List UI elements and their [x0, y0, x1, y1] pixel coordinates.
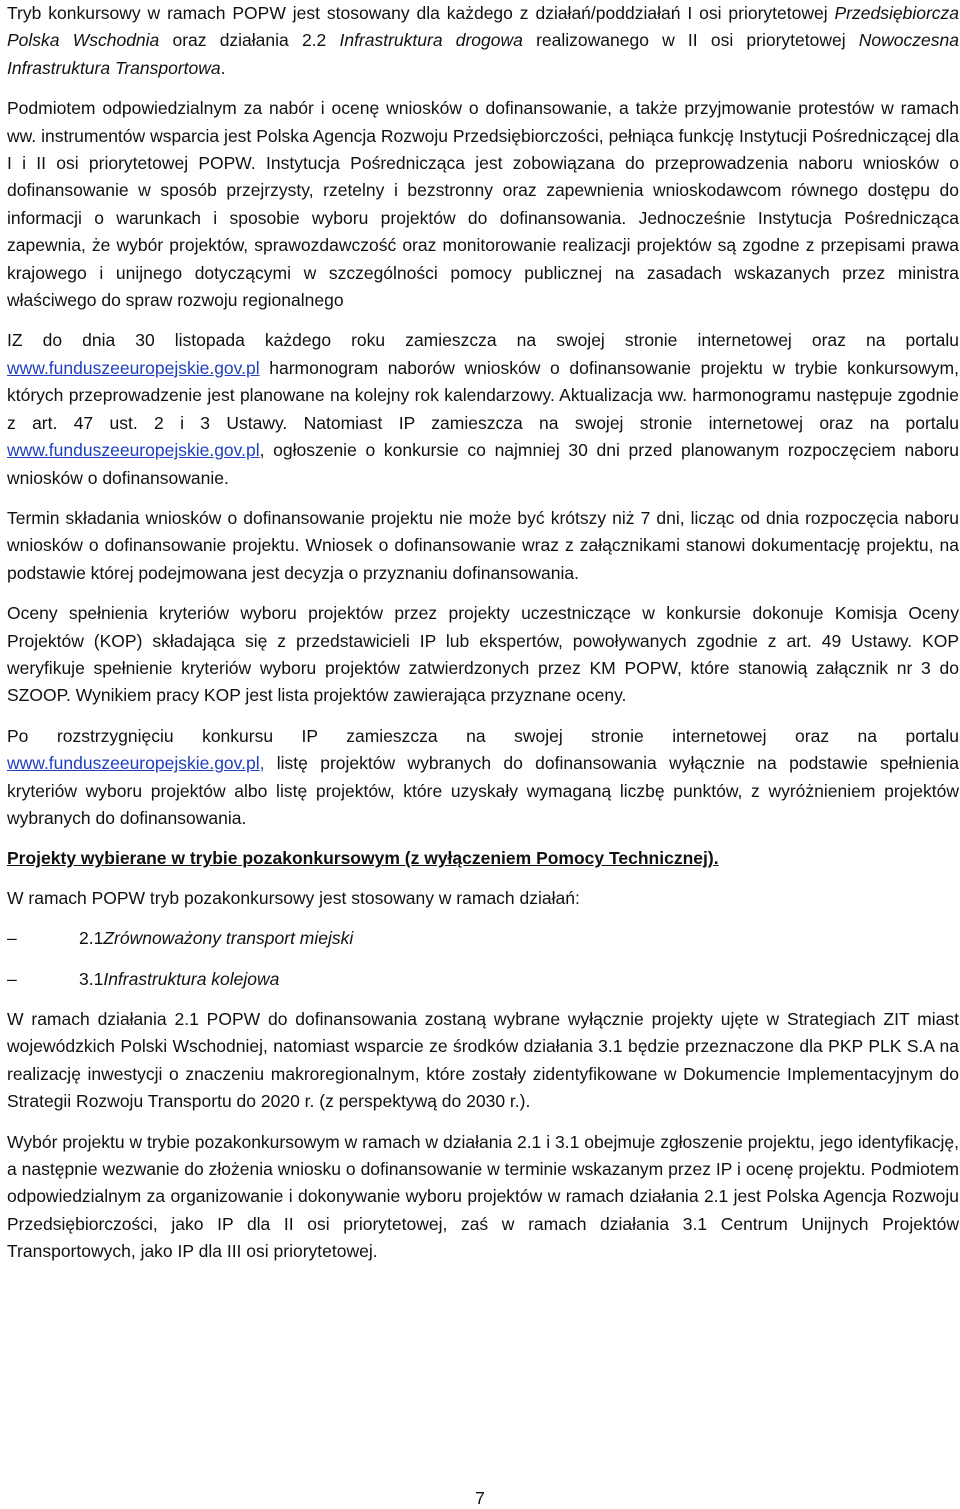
paragraph-pozakonkursowy-intro: W ramach POPW tryb pozakonkursowy jest stosowany w ramach działań: [7, 887, 580, 908]
dash-bullet-icon [7, 966, 79, 993]
text-span: harmonogram naborów wniosków o dofinansowanie projektu w trybie konkursowym, których przeprowadzenie jest planowane na kolejny rok kalendarzowy. Aktualizacja ww. harmonogramu następuje zgodnie z art. 47 ust. 2 i 3 Ustawy. Natomiast IP zamieszcza na swojej stronie internetowej oraz na portalu [7, 357, 959, 433]
text-span: listę projektów wybranych do dofinansowania wyłącznie na podstawie spełnienia kryteriów wyboru projektów albo listę projektów, które uzyskały wymaganą liczbę punktów, z wyróżnieniem projektów wybranych do dofinansowania. [7, 753, 959, 828]
section-heading: Projekty wybierane w trybie pozakonkursowym (z wyłączeniem Pomocy Technicznej). [7, 848, 719, 869]
paragraph-harmonogram [7, 327, 959, 491]
list-item [7, 966, 959, 993]
paragraph-konkursowy [7, 0, 959, 82]
text-span: Po rozstrzygnięciu konkursu IP zamieszcza na swojej stronie internetowej oraz na portalu [7, 725, 959, 746]
list-item-number: 3.1 [79, 968, 104, 989]
text-span: Tryb konkursowy w ramach POPW jest stosowany dla każdego z działań/poddziałań I osi priorytetowej [7, 3, 835, 23]
paragraph-podmiot: Podmiotem odpowiedzialnym za nabór i ocenę wniosków o dofinansowanie, a także przyjmowanie protestów w ramach ww. instrumentów wsparcia jest Polska Agencja Rozwoju Przedsiębiorczości, pełniąca funkcję Instytucji Pośredniczącej dla I i II osi priorytetowej POPW. Instytucja Pośrednicząca jest zobowiązana do przeprowadzenia naboru wniosków o dofinansowanie w sposób przejrzysty, rzetelny i bezstronny oraz zapewnienia wnioskodawcom równego dostępu do informacji o warunkach i sposobie wyboru projektów do dofinansowania. Jednocześnie Instytucja Pośrednicząca zapewnia, że wybór projektów, sprawozdawczość oraz monitorowanie realizacji projektów są zgodne z przepisami prawa krajowego i unijnego dotyczącymi w szczególności pomocy publicznej na zasadach wskazanych przez ministra właściwego do spraw rozwoju regionalnego [7, 98, 959, 311]
text-italic: Nowoczesna Infrastruktura Transportowa [7, 30, 959, 78]
text-span: . [220, 57, 226, 78]
list-item-name: Infrastruktura kolejowa [103, 968, 280, 989]
list-item-name: Zrównoważony transport miejski [103, 928, 354, 949]
dash-list [7, 925, 959, 993]
dash-bullet-icon [7, 925, 79, 952]
list-item [7, 925, 959, 952]
text-span: , ogłoszenie o konkursie co najmniej 30 dni przed planowanym rozpoczęciem naboru wniosków o dofinansowanie. [7, 440, 959, 488]
text-span: oraz działania 2.2 [159, 30, 340, 51]
portal-link[interactable]: www.funduszeeuropejskie.gov.pl, [7, 753, 265, 774]
paragraph-wybor-projektu: Wybór projektu w trybie pozakonkursowym w ramach w działania 2.1 i 3.1 obejmuje zgłoszenie projektu, jego identyfikację, a następnie wezwanie do złożenia wniosku o dofinansowanie w terminie wskazanym przez IP i ocenę projektu. Podmiotem odpowiedzialnym za organizowanie i dokonywanie wyboru projektów w ramach działania 2.1 jest Polska Agencja Rozwoju Przedsiębiorczości, jako IP dla II osi priorytetowej, zaś w ramach działania 3.1 Centrum Unijnych Projektów Transportowych, jako IP dla III osi priorytetowej. [7, 1131, 959, 1262]
text-span: IZ do dnia 30 listopada każdego roku zamieszcza na swojej stronie internetowej oraz na portalu [7, 330, 959, 351]
list-item-number: 2.1 [79, 928, 104, 949]
portal-link[interactable]: www.funduszeeuropejskie.gov.pl [7, 357, 260, 378]
portal-link[interactable]: www.funduszeeuropejskie.gov.pl [7, 440, 260, 461]
document-page [7, 0, 959, 1279]
text-italic: Przedsiębiorcza Polska Wschodnia [7, 3, 959, 51]
paragraph-rozstrzygniecie [7, 723, 959, 833]
paragraph-dzialanie-21: W ramach działania 2.1 POPW do dofinansowania zostaną wybrane wyłącznie projekty ujęte w Strategiach ZIT miast wojewódzkich Polski Wschodniej, natomiast wsparcie ze środków działania 3.1 będzie przeznaczone dla PKP PLK S.A na realizację inwestycji o znaczeniu makroregionalnym, które zostały zidentyfikowane w Dokumencie Implementacyjnym do Strategii Rozwoju Transportu do 2020 r. (z perspektywą do 2030 r.). [7, 1009, 959, 1112]
paragraph-oceny: Oceny spełnienia kryteriów wyboru projektów przez projekty uczestniczące w konkursie dokonuje Komisja Oceny Projektów (KOP) składająca się z przedstawicieli IP lub ekspertów, powoływanych zgodnie z art. 49 Ustawy. KOP weryfikuje spełnienie kryteriów wyboru projektów zatwierdzonych przez KM POPW, które stanowią załącznik nr 3 do SZOOP. Wynikiem pracy KOP jest lista projektów zawierająca przyznane oceny. [7, 603, 959, 706]
paragraph-termin: Termin składania wniosków o dofinansowanie projektu nie może być krótszy niż 7 dni, licząc od dnia rozpoczęcia naboru wniosków o dofinansowanie projektu. Wniosek o dofinansowanie wraz z załącznikami stanowi dokumentację projektu, na podstawie której podejmowana jest decyzja o przyznaniu dofinansowania. [7, 507, 959, 583]
page-number: 7 [475, 1488, 485, 1508]
text-italic: Infrastruktura drogowa [339, 30, 523, 51]
text-span: realizowanego w II osi priorytetowej [522, 30, 859, 51]
